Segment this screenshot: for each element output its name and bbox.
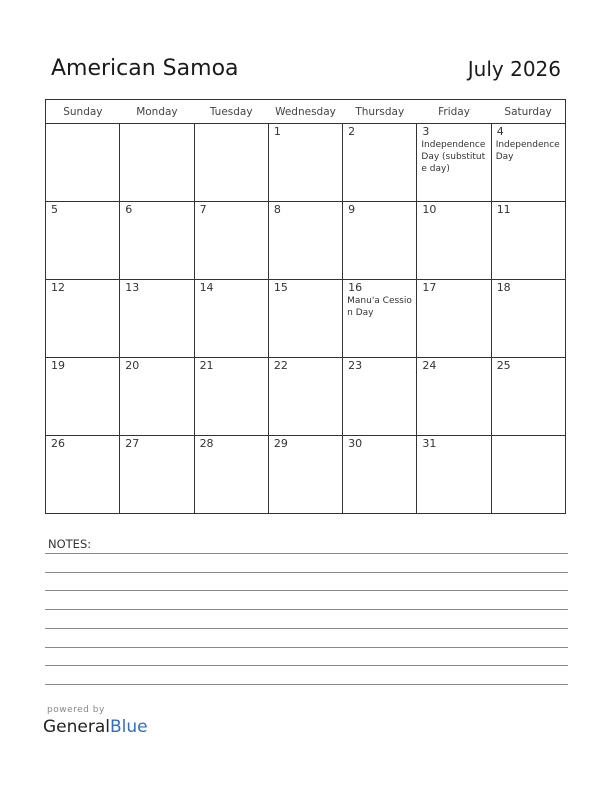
day-number: 26 <box>51 437 65 450</box>
day-number: 31 <box>422 437 437 450</box>
day-number: 4 <box>496 125 504 138</box>
day-cell <box>491 358 565 436</box>
day-cell <box>194 358 268 436</box>
day-cell <box>343 202 417 280</box>
day-cell <box>268 202 342 280</box>
powered-by-text: powered by <box>47 705 105 715</box>
day-number: 1 <box>273 125 281 138</box>
month-label: July 2026 <box>467 57 561 81</box>
day-cell <box>46 358 120 436</box>
day-number: 5 <box>51 203 58 216</box>
day-cell <box>120 202 194 280</box>
day-number: 19 <box>51 359 65 372</box>
weekday-header: Monday <box>120 100 194 124</box>
day-number: 25 <box>496 359 511 372</box>
note-line <box>45 609 568 610</box>
day-number: 15 <box>273 281 288 294</box>
weekday-header: Tuesday <box>194 100 268 124</box>
day-number: 30 <box>348 437 363 450</box>
day-number: 28 <box>199 437 214 450</box>
day-number: 20 <box>125 359 140 372</box>
note-line <box>45 572 568 573</box>
day-number: 3 <box>422 125 430 138</box>
day-cell <box>46 280 120 358</box>
day-cell <box>417 202 491 280</box>
day-cell <box>268 358 342 436</box>
day-number: 14 <box>199 281 214 294</box>
week-row <box>46 280 566 358</box>
day-cell <box>194 280 268 358</box>
holiday-label: Independence Day <box>495 140 560 163</box>
day-cell <box>417 358 491 436</box>
day-cell <box>417 124 491 202</box>
day-cell <box>491 124 565 202</box>
day-cell <box>46 124 120 202</box>
weekday-header: Wednesday <box>268 100 342 124</box>
day-cell <box>417 436 491 514</box>
holiday-label: Manu'a Cession Day <box>347 296 412 319</box>
page-title: American Samoa <box>51 56 239 81</box>
day-number: 18 <box>496 281 511 294</box>
day-cell <box>46 436 120 514</box>
holiday-label: Independence Day (substitute day) <box>421 140 486 175</box>
weekday-header: Friday <box>417 100 491 124</box>
day-cell <box>120 436 194 514</box>
day-number: 27 <box>125 437 140 450</box>
week-row <box>46 202 566 280</box>
day-number <box>492 436 565 437</box>
note-line <box>45 684 568 685</box>
day-number: 21 <box>199 359 214 372</box>
day-number: 2 <box>348 125 356 138</box>
calendar-grid <box>45 99 566 514</box>
day-cell <box>120 280 194 358</box>
note-line <box>45 665 568 666</box>
brand-logo[interactable] <box>43 717 148 737</box>
note-line <box>45 647 568 648</box>
day-number: 13 <box>125 281 140 294</box>
day-number: 10 <box>422 203 437 216</box>
day-number: 22 <box>273 359 288 372</box>
day-number: 11 <box>496 203 511 216</box>
weekday-header: Saturday <box>491 100 565 124</box>
weekday-header-row <box>46 100 566 124</box>
day-number <box>46 124 119 125</box>
day-cell <box>120 124 194 202</box>
day-number <box>120 124 193 125</box>
day-number <box>195 124 268 125</box>
day-number: 23 <box>348 359 363 372</box>
day-cell <box>46 202 120 280</box>
day-cell <box>268 280 342 358</box>
brand-general: General <box>43 717 110 737</box>
day-cell <box>194 202 268 280</box>
day-cell <box>120 358 194 436</box>
note-line <box>45 553 568 554</box>
day-cell <box>491 202 565 280</box>
day-cell <box>194 124 268 202</box>
note-line <box>45 590 568 591</box>
week-row <box>46 436 566 514</box>
day-number: 24 <box>422 359 437 372</box>
notes-label: NOTES: <box>48 537 92 551</box>
day-cell <box>491 280 565 358</box>
day-number: 9 <box>348 203 356 216</box>
weekday-header: Sunday <box>46 100 120 124</box>
weekday-header: Thursday <box>343 100 417 124</box>
day-cell <box>343 124 417 202</box>
day-number: 17 <box>422 281 437 294</box>
week-row <box>46 124 566 202</box>
day-cell <box>343 358 417 436</box>
day-number: 6 <box>125 203 133 216</box>
note-line <box>45 628 568 629</box>
day-number: 12 <box>51 281 65 294</box>
day-number: 16 <box>348 281 363 294</box>
day-cell <box>268 436 342 514</box>
day-cell <box>343 436 417 514</box>
day-cell <box>343 280 417 358</box>
day-number: 29 <box>273 437 288 450</box>
day-cell <box>194 436 268 514</box>
week-row <box>46 358 566 436</box>
brand-blue: Blue <box>110 717 148 737</box>
day-number: 8 <box>273 203 281 216</box>
day-cell <box>417 280 491 358</box>
day-cell <box>491 436 565 514</box>
day-number: 7 <box>199 203 207 216</box>
day-cell <box>268 124 342 202</box>
